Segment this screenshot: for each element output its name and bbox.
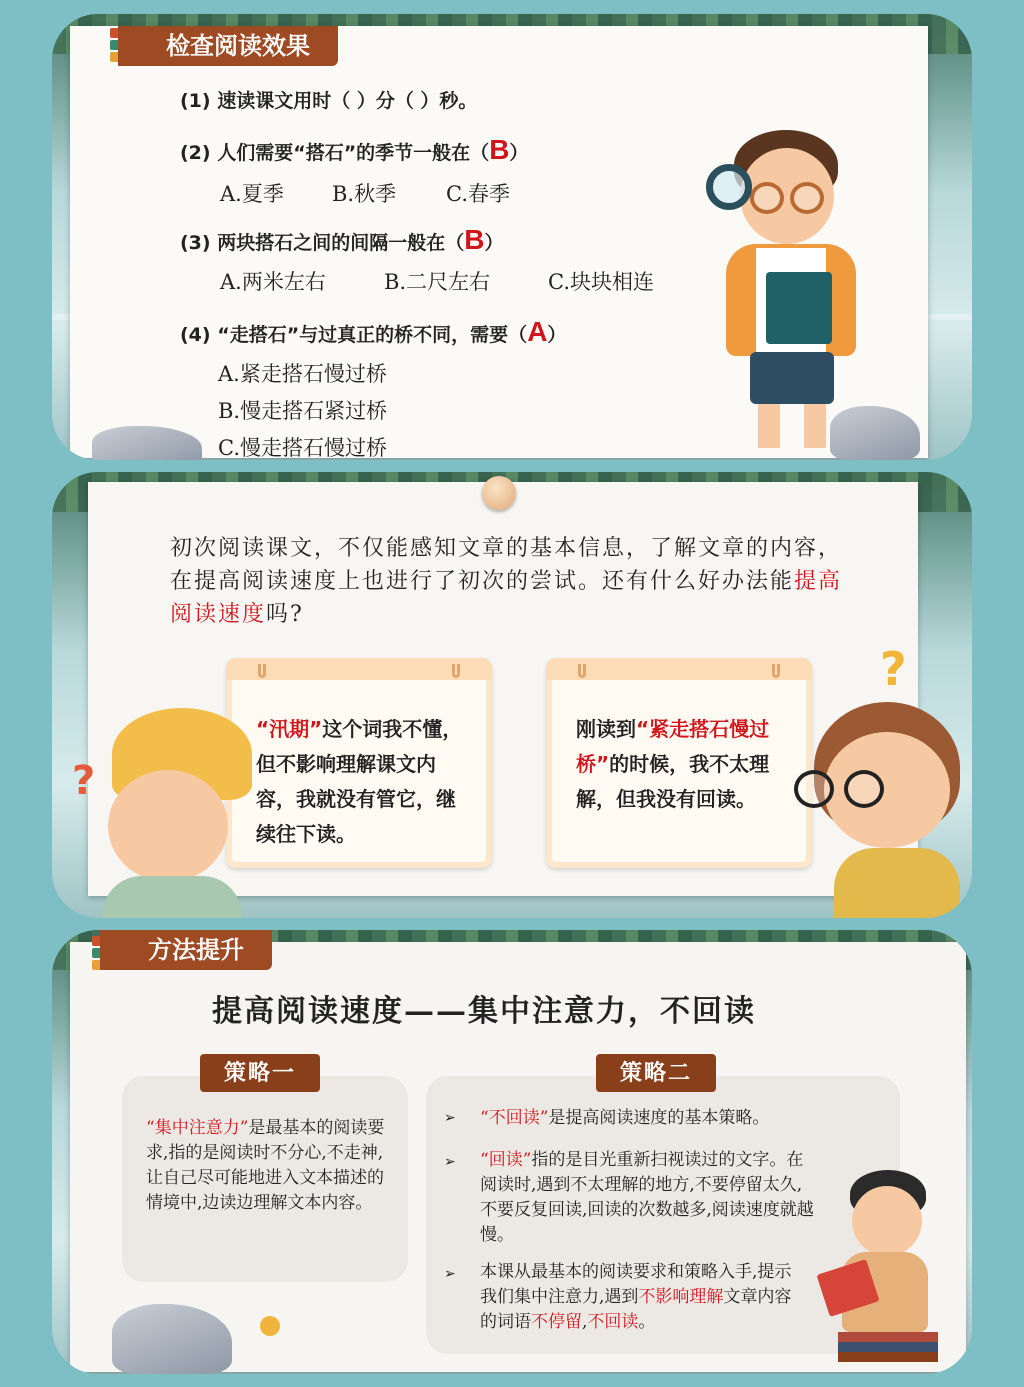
strategy-1-label: 策略一: [200, 1054, 320, 1092]
point-1-highlight: “不回读”: [480, 1108, 549, 1128]
point-1-body: 是提高阅读速度的基本策略。: [548, 1108, 770, 1128]
question-2-answer: B: [489, 134, 510, 165]
card-flood-season: [226, 658, 492, 868]
slide-title: 提高阅读速度——集中注意力，不回读: [212, 994, 756, 1029]
card-2-body: 的时候，我不太理解，但我没有回读。: [576, 752, 770, 811]
question-2: [180, 134, 528, 166]
card-no-reread: [546, 658, 812, 868]
question-4-close: ）: [547, 324, 567, 346]
strategy-2-point-1: [480, 1106, 860, 1131]
q3-option-c: C.块块相连: [548, 270, 654, 294]
point-3-text-2: 文章内容的词语: [480, 1287, 792, 1332]
strategy-1-body: 是最基本的阅读要求,指的是阅读时不分心,不走神,让自己尽可能地进入文本描述的情境中,边读边理解文本内容。: [146, 1118, 385, 1213]
books-stack-icon: [838, 1332, 938, 1362]
q3-option-b: B.二尺左右: [384, 270, 491, 294]
card-2-text: [576, 712, 794, 817]
slide-reading-check: [52, 14, 972, 460]
magnifier-icon: [706, 164, 752, 210]
q4-option-b: B.慢走搭石紧过桥: [218, 399, 388, 423]
question-3-close: ）: [484, 232, 504, 254]
bullet-icon: ➢: [444, 1154, 456, 1170]
bullet-icon: ➢: [444, 1266, 456, 1282]
strategy-1-text: [146, 1116, 392, 1216]
thinking-girl-illustration: [790, 642, 970, 912]
intro-end: 吗?: [266, 602, 304, 627]
q3-option-a: A.两米左右: [220, 270, 326, 294]
point-3-text-3: ,: [582, 1312, 588, 1332]
book-icon: [766, 272, 832, 344]
card-1-body: 这个词我不懂，但不影响理解课文内容，我就没有管它，继续往下读。: [256, 717, 463, 846]
slide-method-improvement: [52, 930, 972, 1374]
q4-option-a: A.紧走搭石慢过桥: [218, 362, 387, 386]
question-2-close: ）: [509, 142, 529, 164]
q4-option-c: C.慢走搭石慢过桥: [218, 436, 387, 460]
question-1: (1) 速读课文用时（ ）分（ ）秒。: [180, 90, 478, 112]
pin-icon: [482, 476, 516, 510]
question-4: [180, 316, 566, 348]
point-3-red-1: 不影响理解: [638, 1287, 724, 1307]
q2-option-a: A.夏季: [220, 182, 284, 206]
card-1-text: [256, 712, 474, 852]
slide-reading-methods: [52, 472, 972, 918]
q2-option-b: B.秋季: [332, 182, 397, 206]
q2-option-c: C.春季: [446, 182, 510, 206]
card-1-highlight: “汛期”: [256, 717, 323, 741]
point-2-body: 指的是目光重新扫视读过的文字。在阅读时,遇到不太理解的地方,不要停留太久,不要反复回读,回读的次数越多,阅读速度就越慢。: [480, 1150, 814, 1245]
question-mark-icon: ?: [880, 642, 907, 696]
question-2-text: (2) 人们需要“搭石”的季节一般在（: [180, 142, 490, 164]
point-3-red-3: 不回读: [587, 1312, 639, 1332]
strategy-2-point-2: [480, 1148, 818, 1248]
question-mark-icon: ?: [72, 758, 96, 804]
point-3-text-4: 。: [638, 1312, 656, 1332]
card-2-lead: 刚读到: [576, 717, 636, 741]
strategy-2-label: 策略二: [596, 1054, 716, 1092]
section-banner: 方法提升: [100, 930, 272, 970]
question-4-text: (4) “走搭石”与过真正的桥不同，需要（: [180, 324, 528, 346]
question-3-text: (3) 两块搭石之间的间隔一般在（: [180, 232, 465, 254]
bullet-icon: ➢: [444, 1110, 456, 1126]
question-3: [180, 224, 503, 256]
intro-highlight: 提高阅读速度: [170, 569, 843, 627]
strategy-1-highlight: “集中注意力”: [146, 1118, 249, 1138]
question-4-answer: A: [527, 316, 548, 347]
strategy-2-point-3: [480, 1260, 806, 1335]
intro-text: 初次阅读课文，不仅能感知文章的基本信息，了解文章的内容，在提高阅读速度上也进行了初次的尝试。还有什么好办法能: [170, 536, 843, 594]
intro-paragraph: [170, 532, 850, 631]
reading-boy-illustration: [822, 1166, 942, 1366]
thinking-boy-illustration: [72, 708, 258, 918]
point-3-red-2: 不停留: [531, 1312, 582, 1332]
card-2-highlight: “紧走搭石慢过桥”: [576, 717, 770, 776]
section-banner: 检查阅读效果: [118, 26, 338, 66]
question-3-answer: B: [464, 224, 485, 255]
flower-icon: [260, 1316, 280, 1336]
point-2-highlight: “回读”: [480, 1150, 532, 1170]
point-3-text-1: 本课从最基本的阅读要求和策略入手,提示我们集中注意力,遇到: [480, 1262, 792, 1307]
